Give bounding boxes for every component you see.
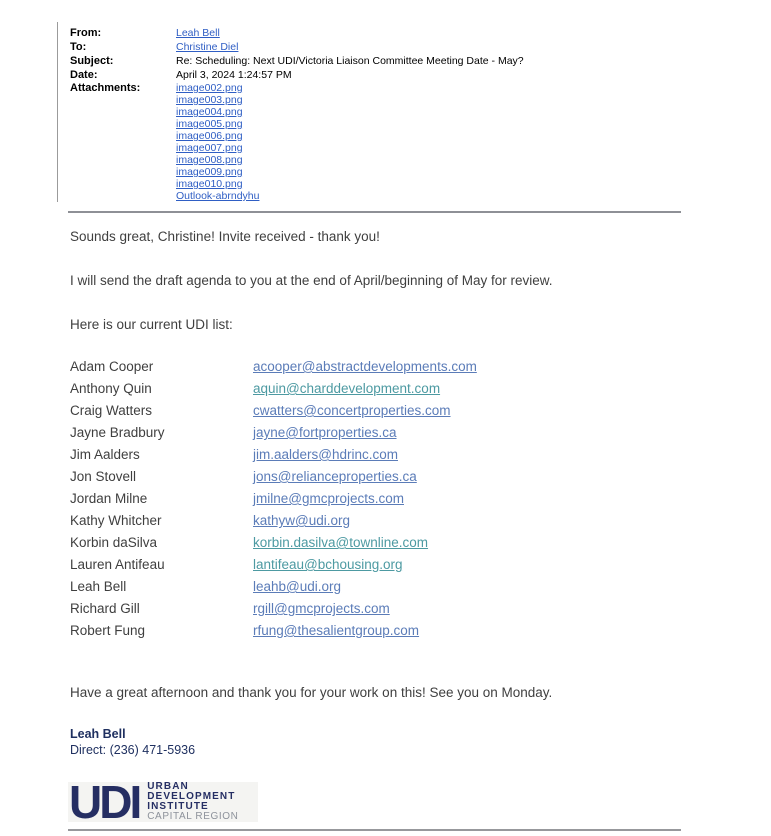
attachment-link[interactable]: Outlook-abrndyhu <box>176 190 260 202</box>
contact-row <box>70 620 477 642</box>
contact-email-link[interactable]: lantifeau@bchousing.org <box>253 557 403 572</box>
attachment-link[interactable]: image003.png <box>176 94 243 106</box>
contact-email-link[interactable]: jmilne@gmcprojects.com <box>253 491 404 506</box>
contact-name: Craig Watters <box>70 403 153 418</box>
header-row-attachments <box>70 82 524 202</box>
attachment-link[interactable]: image009.png <box>176 166 243 178</box>
udi-logo-acronym: UDI <box>69 776 140 828</box>
udi-logo-tagline: CAPITAL REGION <box>147 811 239 822</box>
contact-row <box>70 554 477 576</box>
attachments-list <box>176 82 259 202</box>
contact-name: Leah Bell <box>70 579 127 594</box>
footer-divider <box>68 829 681 831</box>
contact-name: Jon Stovell <box>70 469 137 484</box>
body-paragraph-closing: Have a great afternoon and thank you for your work on this! See you on Monday. <box>70 685 553 700</box>
attachment-link[interactable]: image006.png <box>176 130 243 142</box>
contact-email-link[interactable]: leahb@udi.org <box>253 579 342 594</box>
contact-email-link[interactable]: jayne@fortproperties.ca <box>253 425 397 440</box>
to-label: To: <box>70 41 87 53</box>
contact-row <box>70 598 477 620</box>
to-recipient-link[interactable]: Christine Diel <box>176 41 239 53</box>
contact-email-link[interactable]: acooper@abstractdevelopments.com <box>253 359 477 374</box>
signature-name: Leah Bell <box>70 727 126 741</box>
contact-row <box>70 378 477 400</box>
email-header <box>70 26 524 202</box>
contact-name: Jordan Milne <box>70 491 148 506</box>
body-paragraph-agenda: I will send the draft agenda to you at the end of April/beginning of May for review. <box>70 273 553 288</box>
contact-name: Kathy Whitcher <box>70 513 162 528</box>
contact-row <box>70 466 477 488</box>
attachment-link[interactable]: image004.png <box>176 106 243 118</box>
header-row-subject <box>70 54 524 68</box>
contact-email-link[interactable]: korbin.dasilva@townline.com <box>253 535 429 550</box>
header-divider <box>68 211 681 213</box>
contact-name: Jayne Bradbury <box>70 425 165 440</box>
contact-row <box>70 488 477 510</box>
subject-label: Subject: <box>70 55 114 67</box>
contact-row <box>70 510 477 532</box>
contact-name: Jim Aalders <box>70 447 140 462</box>
contact-row <box>70 356 477 378</box>
udi-logo-text <box>147 782 238 822</box>
udi-logo-line-urban: URBAN <box>147 781 189 792</box>
header-row-date <box>70 68 524 82</box>
header-row-from <box>70 26 524 40</box>
date-value: April 3, 2024 1:24:57 PM <box>176 69 292 81</box>
contact-email-link[interactable]: aquin@charddevelopment.com <box>253 381 441 396</box>
contact-row <box>70 532 477 554</box>
contact-name: Richard Gill <box>70 601 140 616</box>
udi-logo-line-institute: INSTITUTE <box>147 801 209 812</box>
attachment-link[interactable]: image002.png <box>176 82 243 94</box>
contact-name: Korbin daSilva <box>70 535 158 550</box>
attachment-link[interactable]: image008.png <box>176 154 243 166</box>
contact-name: Anthony Quin <box>70 381 152 396</box>
udi-contact-list <box>70 356 477 642</box>
contact-email-link[interactable]: kathyw@udi.org <box>253 513 350 528</box>
udi-logo <box>68 776 258 828</box>
signature-direct-phone: Direct: (236) 471-5936 <box>70 743 196 757</box>
attachment-link[interactable]: image005.png <box>176 118 243 130</box>
attachment-link[interactable]: image007.png <box>176 142 243 154</box>
header-row-to <box>70 40 524 54</box>
from-label: From: <box>70 27 102 39</box>
contact-row <box>70 422 477 444</box>
contact-row <box>70 444 477 466</box>
from-sender-link[interactable]: Leah Bell <box>176 27 220 39</box>
contact-name: Lauren Antifeau <box>70 557 165 572</box>
contact-row <box>70 400 477 422</box>
contact-email-link[interactable]: rgill@gmcprojects.com <box>253 601 390 616</box>
udi-logo-line-development: DEVELOPMENT <box>147 791 236 802</box>
subject-value: Re: Scheduling: Next UDI/Victoria Liaison Committee Meeting Date - May? <box>176 55 524 67</box>
attachments-label: Attachments: <box>70 82 141 94</box>
date-label: Date: <box>70 69 98 81</box>
attachment-link[interactable]: image010.png <box>176 178 243 190</box>
contact-name: Adam Cooper <box>70 359 154 374</box>
contact-email-link[interactable]: jim.aalders@hdrinc.com <box>253 447 398 462</box>
contact-row <box>70 576 477 598</box>
body-paragraph-list-intro: Here is our current UDI list: <box>70 317 233 332</box>
contact-email-link[interactable]: rfung@thesalientgroup.com <box>253 623 420 638</box>
body-paragraph-greeting: Sounds great, Christine! Invite received - thank you! <box>70 229 380 244</box>
header-left-border <box>57 22 58 202</box>
contact-name: Robert Fung <box>70 623 146 638</box>
contact-email-link[interactable]: jons@relianceproperties.ca <box>253 469 417 484</box>
contact-email-link[interactable]: cwatters@concertproperties.com <box>253 403 451 418</box>
